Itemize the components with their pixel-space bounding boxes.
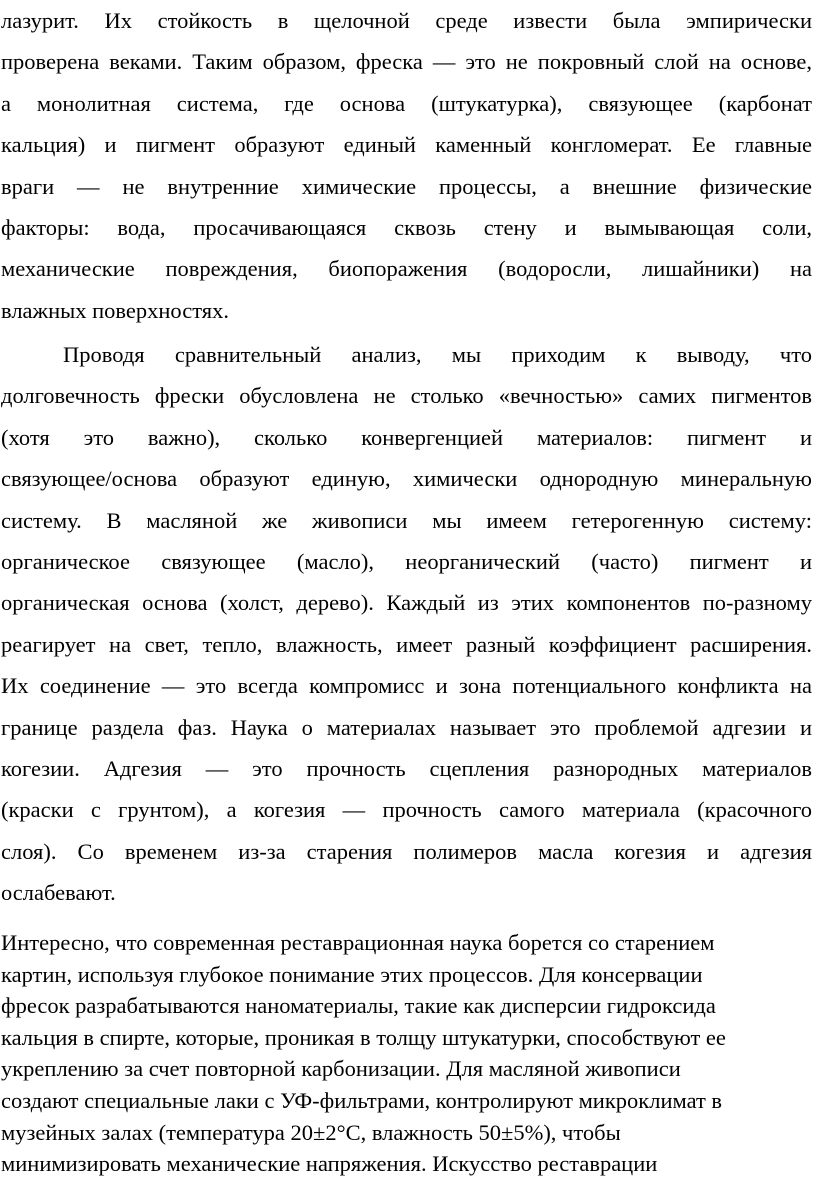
text-line: влажных поверхностях. xyxy=(1,297,229,323)
text-line: факторы: вода, просачивающаяся сквозь стену и вымывающая соли, xyxy=(1,214,812,240)
text-line: долговечность фрески обусловлена не столько «вечностью» самих пигментов xyxy=(1,383,812,409)
text-line: ослабевают. xyxy=(1,880,116,906)
text-line: органическое связующее (масло), неорганический (часто) пигмент и xyxy=(1,548,812,574)
text-line: минимизировать механические напряжения. Искусство реставрации xyxy=(1,1151,658,1177)
text-line: механические повреждения, биопоражения (водоросли, лишайники) на xyxy=(1,256,812,282)
text-line: кальция) и пигмент образуют единый каменный конгломерат. Ее главные xyxy=(1,132,812,158)
text-line: а монолитная система, где основа (штукатурка), связующее (карбонат xyxy=(1,90,812,116)
text-line: границе раздела фаз. Наука о материалах называет это проблемой адгезии и xyxy=(1,714,812,740)
text-line: лазурит. Их стойкость в щелочной среде извести была эмпирически xyxy=(1,8,812,33)
text-line: (хотя это важно), сколько конвергенцией материалов: пигмент и xyxy=(1,424,812,450)
text-line: фресок разрабатываются наноматериалы, такие как дисперсии гидроксида xyxy=(1,993,716,1019)
text-line: Интересно, что современная реставрационная наука борется со старением xyxy=(1,930,715,955)
text-line: враги — не внутренние химические процессы, а внешние физические xyxy=(1,173,812,199)
paragraph-2 xyxy=(1,334,812,913)
text-line: укреплению за счет повторной карбонизации. Для масляной живописи xyxy=(1,1056,681,1082)
text-line: проверена веками. Таким образом, фреска — это не покровный слой на основе, xyxy=(1,49,812,75)
text-line: реагирует на свет, тепло, влажность, имеет разный коэффициент расширения. xyxy=(1,631,812,657)
text-line: (краски с грунтом), а когезия — прочность самого материала (красочного xyxy=(1,797,812,823)
text-line: систему. В масляной же живописи мы имеем гетерогенную систему: xyxy=(1,507,812,533)
text-line: когезии. Адгезия — это прочность сцепления разнородных материалов xyxy=(1,755,812,781)
text-line: связующее/основа образуют единую, химически однородную минеральную xyxy=(1,466,812,492)
paragraph-1 xyxy=(1,0,812,331)
text-line: музейных залах (температура 20±2°C, влажность 50±5%), чтобы xyxy=(1,1119,621,1145)
text-line: картин, используя глубокое понимание этих процессов. Для консервации xyxy=(1,961,703,987)
paragraph-3 xyxy=(1,927,812,1180)
text-line: Проводя сравнительный анализ, мы приходим к выводу, что xyxy=(63,342,812,367)
text-line: Их соединение — это всегда компромисс и зона потенциального конфликта на xyxy=(1,673,812,699)
text-line: слоя). Со временем из-за старения полимеров масла когезия и адгезия xyxy=(1,838,812,864)
text-line: органическая основа (холст, дерево). Каждый из этих компонентов по-разному xyxy=(1,590,812,616)
text-line: кальция в спирте, которые, проникая в толщу штукатурки, способствуют ее xyxy=(1,1024,726,1050)
text-line: создают специальные лаки с УФ-фильтрами, контролируют микроклимат в xyxy=(1,1087,723,1113)
